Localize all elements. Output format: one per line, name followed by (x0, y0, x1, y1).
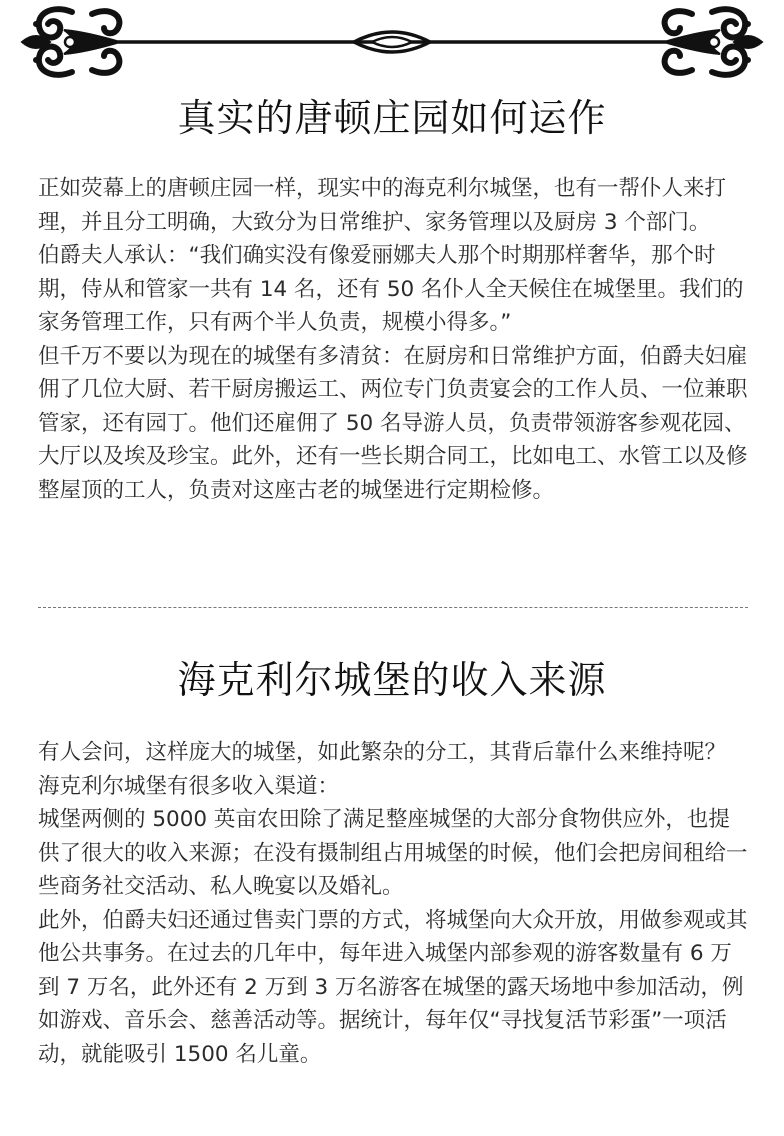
section-title-how-it-works: 真实的唐顿庄园如何运作 (177, 96, 607, 140)
section-body-how-it-works (38, 172, 750, 507)
paragraph: 有人会问，这样庞大的城堡，如此繁杂的分工，其背后靠什么来维持呢？ (38, 740, 727, 765)
paragraph: 此外，伯爵夫妇还通过售卖门票的方式，将城堡向大众开放，用做参观或其他公共事务。在过去的几年中，每年进入城堡内部参观的游客数量有 6 万到 7 万名，此外还有 2 万到 3 万名游客在城堡的露天场地中参加活动，例如游戏、音乐会、慈善活动等。据统计，每年仅“寻找复活节彩蛋”一项活动，就能吸引 1500 名儿童。 (38, 907, 748, 1067)
paragraph: 但千万不要以为现在的城堡有多清贫：在厨房和日常维护方面，伯爵夫妇雇佣了几位大厨、若干厨房搬运工、两位专门负责宴会的工作人员、一位兼职管家，还有园丁。他们还雇佣了 50 名导游人员，负责带领游客参观花园、大厅以及埃及珍宝。此外，还有一些长期合同工，比如电工、水管工以及修整屋顶的工人，负责对这座古老的城堡进行定期检修。 (38, 343, 748, 503)
paragraph: 正如荧幕上的唐顿庄园一样，现实中的海克利尔城堡，也有一帮仆人来打理，并且分工明确，大致分为日常维护、家务管理以及厨房 3 个部门。 (38, 176, 727, 235)
right-scroll-ornament (664, 9, 762, 75)
paragraph: 城堡两侧的 5000 英亩农田除了满足整座城堡的大部分食物供应外，也提供了很大的收入来源；在没有摄制组占用城堡的时候，他们会把房间租给一些商务社交活动、私人晚宴以及婚礼。 (38, 807, 748, 899)
dashed-section-divider (38, 607, 748, 608)
paragraph: 海克利尔城堡有很多收入渠道： (38, 773, 340, 799)
decorative-flourish-divider (0, 0, 784, 92)
section-body-income-sources (38, 736, 750, 1071)
left-scroll-ornament (22, 9, 120, 75)
paragraph: 伯爵夫人承认：“我们确实没有像爱丽娜夫人那个时期那样奢华，那个时期，侍从和管家一共有 14 名，还有 50 名仆人全天候住在城堡里。我们的家务管理工作，只有两个半人负责，规模小得多。” (38, 243, 744, 335)
section-title-income-sources: 海克利尔城堡的收入来源 (177, 658, 607, 702)
